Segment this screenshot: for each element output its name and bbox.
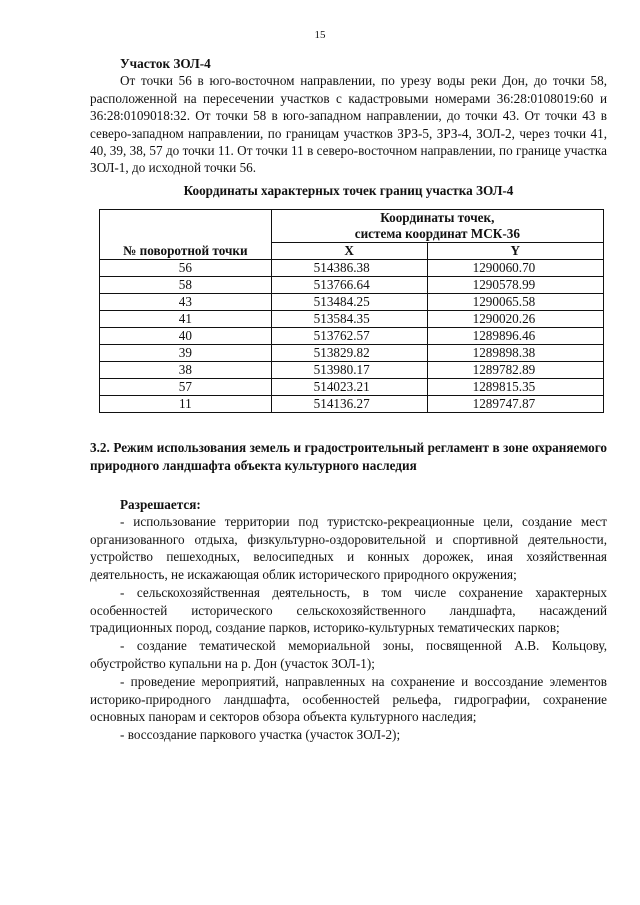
y-value: 1290065.58 — [427, 294, 603, 311]
x-value: 514136.27 — [271, 396, 427, 413]
section-title: Участок ЗОЛ-4 — [120, 56, 211, 71]
allowed-item: - использование территории под туристско-рекреационные цели, создание мест организованного отдыха, физкультурно-оздоровительной и спортивной деятельности, устройство пешеходных, велосипедных и конных дорожек, иная хозяйственная деятельность, не искажающая облик исторического природного окружения; — [90, 514, 607, 582]
table-row — [100, 277, 604, 294]
point-number: 58 — [100, 277, 272, 294]
allowed-item: - создание тематической мемориальной зоны, посвященной А.В. Кольцову, обустройство купальни на р. Дон (участок ЗОЛ-1); — [90, 638, 607, 671]
table-row — [100, 260, 604, 277]
allowed-item: - сельскохозяйственная деятельность, в том числе сохранение характерных особенностей исторического сельскохозяйственного ландшафта, насаждений традиционных пород, создание парков, историко-культурных тематических парков; — [90, 585, 607, 635]
y-value: 1289898.38 — [427, 345, 603, 362]
header-y: Y — [427, 243, 603, 260]
y-value: 1289815.35 — [427, 379, 603, 396]
y-value: 1290578.99 — [427, 277, 603, 294]
point-number: 11 — [100, 396, 272, 413]
point-number: 38 — [100, 362, 272, 379]
header-coordinates — [271, 210, 603, 243]
allowed-item: - проведение мероприятий, направленных на сохранение и воссоздание элементов историко-природного ландшафта, особенностей рельефа, гидрографии, сохранение основных панорам и секторов обзора объекта культурного наследия; — [90, 674, 607, 724]
y-value: 1290060.70 — [427, 260, 603, 277]
point-number: 56 — [100, 260, 272, 277]
table-header-row — [100, 210, 604, 243]
header-coordinates-line2: система координат МСК-36 — [354, 226, 520, 242]
point-number: 43 — [100, 294, 272, 311]
header-coordinates-line1: Координаты точек, — [380, 210, 495, 226]
page-number: 15 — [314, 29, 326, 41]
header-point-number: № поворотной точки — [100, 210, 272, 260]
table-row — [100, 328, 604, 345]
y-value: 1289896.46 — [427, 328, 603, 345]
header-x: X — [271, 243, 427, 260]
table-title: Координаты характерных точек границ участка ЗОЛ-4 — [183, 182, 514, 198]
point-number: 39 — [100, 345, 272, 362]
document-body — [90, 55, 607, 745]
x-value: 513484.25 — [271, 294, 427, 311]
x-value: 513980.17 — [271, 362, 427, 379]
table-row — [100, 362, 604, 379]
table-row — [100, 311, 604, 328]
table-row — [100, 379, 604, 396]
x-value: 513584.35 — [271, 311, 427, 328]
point-number: 41 — [100, 311, 272, 328]
section-description: От точки 56 в юго-восточном направлении, по урезу воды реки Дон, до точки 58, расположенной на пересечении участков с кадастровыми номерами 36:28:0108019:60 и 36:28:0109018:32. От точки 58 в юго-западном направлении, до точки 43. От точки 43 в северо-западном направлении, по границам участков ЗРЗ-5, ЗРЗ-4, ЗОЛ-2, через точки 41, 40, 39, 38, 57 до точки 11. От точки 11 в северо-восточном направлении, по границе участка ЗОЛ-1, до исходной точки 56. — [90, 73, 607, 176]
coordinates-table — [99, 209, 604, 413]
table-row — [100, 294, 604, 311]
y-value: 1289782.89 — [427, 362, 603, 379]
allowed-item: - воссоздание паркового участка (участок ЗОЛ-2); — [120, 727, 401, 743]
point-number: 40 — [100, 328, 272, 345]
regime-title: 3.2. Режим использования земель и градостроительный регламент в зоне охраняемого природного ландшафта объекта культурного наследия — [90, 440, 607, 473]
allowed-label: Разрешается: — [120, 497, 201, 513]
table-row — [100, 396, 604, 413]
y-value: 1290020.26 — [427, 311, 603, 328]
y-value: 1289747.87 — [427, 396, 603, 413]
x-value: 513762.57 — [271, 328, 427, 345]
x-value: 514023.21 — [271, 379, 427, 396]
x-value: 513766.64 — [271, 277, 427, 294]
x-value: 514386.38 — [271, 260, 427, 277]
x-value: 513829.82 — [271, 345, 427, 362]
point-number: 57 — [100, 379, 272, 396]
table-row — [100, 345, 604, 362]
